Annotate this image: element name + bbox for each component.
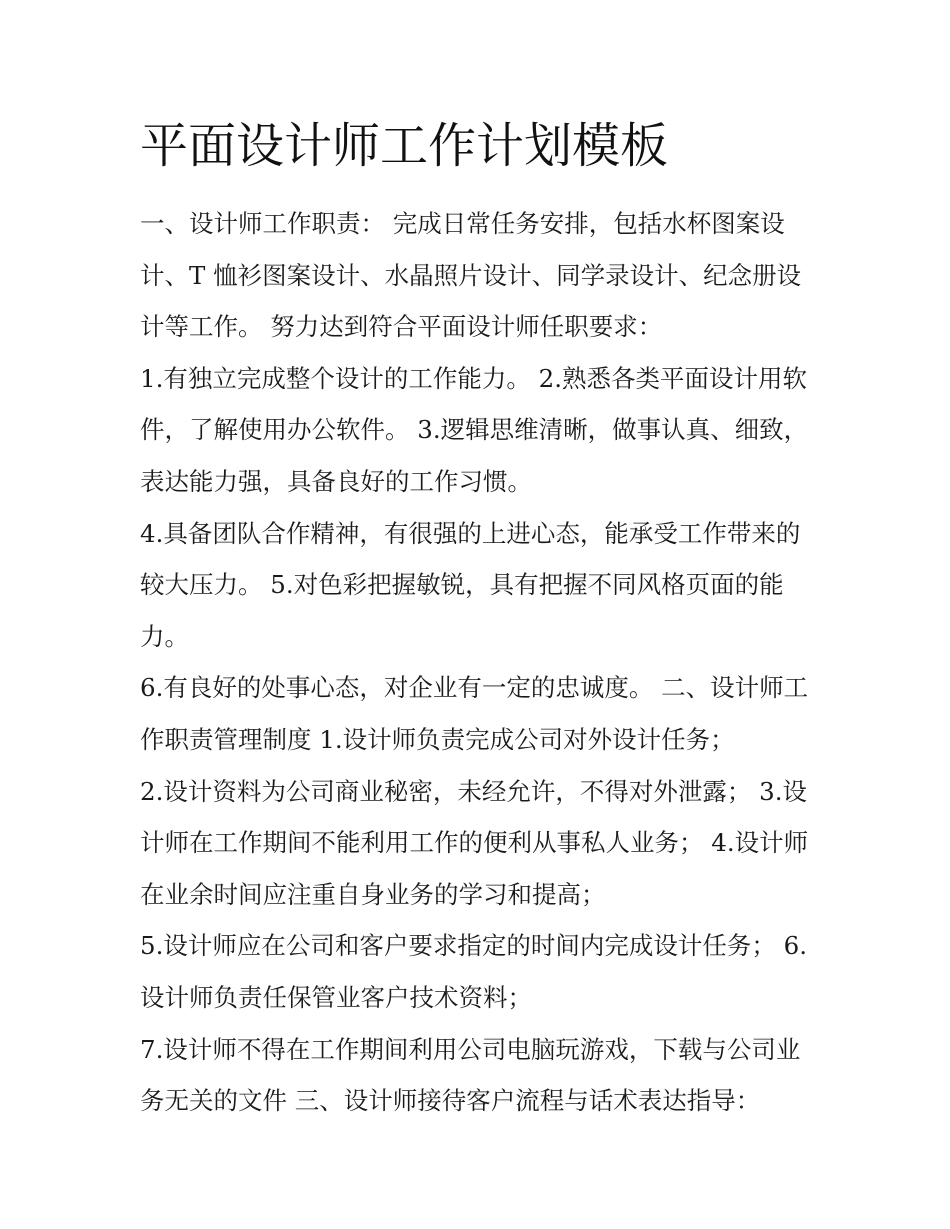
body-line: 计师在工作期间不能利用工作的便利从事私人业务； 4.设计师 [140, 828, 809, 858]
body-line: 在业余时间应注重自身业务的学习和提高； [140, 879, 606, 909]
body-line: 6.有良好的处事心态，对企业有一定的忠诚度。 二、设计师工 [140, 673, 809, 703]
body-line: 设计师负责任保管业客户技术资料； [140, 982, 532, 1012]
body-line: 力。 [140, 621, 189, 651]
body-line: 作职责管理制度 1.设计师负责完成公司对外设计任务； [140, 724, 735, 754]
body-line: 一、设计师工作职责： 完成日常任务安排，包括水杯图案设 [140, 209, 785, 238]
body-line: 5.设计师应在公司和客户要求指定的时间内完成设计任务； 6. [140, 931, 808, 961]
body-line: 较大压力。 5.对色彩把握敏锐，具有把握不同风格页面的能 [140, 570, 784, 600]
body-line: 计等工作。 努力达到符合平面设计师任职要求： [140, 312, 663, 342]
document-body [140, 198, 820, 1127]
body-line: 计、T 恤衫图案设计、水晶照片设计、同学录设计、纪念册设 [140, 260, 802, 290]
body-line: 4.具备团队合作精神，有很强的上进心态，能承受工作带来的 [140, 518, 801, 548]
body-line: 务无关的文件 三、设计师接待客户流程与话术表达指导： [140, 1086, 761, 1116]
body-line: 表达能力强，具备良好的工作习惯。 [140, 466, 532, 496]
body-line: 1.有独立完成整个设计的工作能力。 2.熟悉各类平面设计用软 [140, 363, 808, 393]
body-line: 7.设计师不得在工作期间利用公司电脑玩游戏，下载与公司业 [140, 1034, 801, 1064]
document-title: 平面设计师工作计划模板 [140, 118, 669, 174]
body-line: 2.设计资料为公司商业秘密，未经允许，不得对外泄露； 3.设 [140, 776, 808, 806]
body-line: 件，了解使用办公软件。 3.逻辑思维清晰，做事认真、细致， [140, 415, 809, 445]
